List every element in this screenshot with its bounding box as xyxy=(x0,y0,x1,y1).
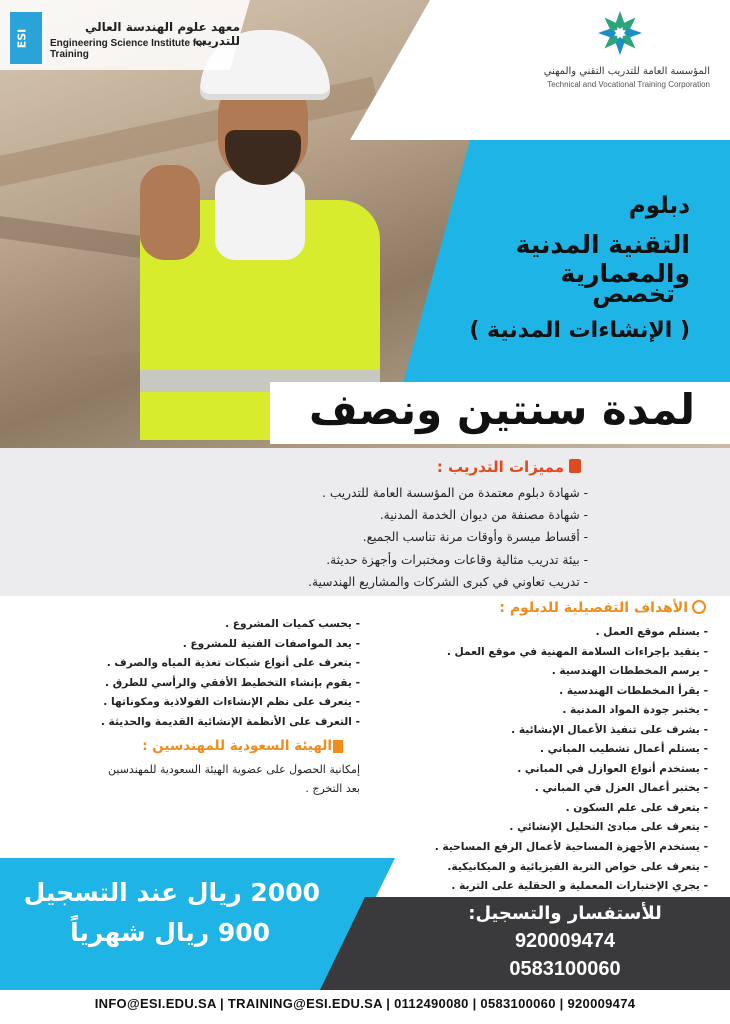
title-program: التقنية المدنية والمعمارية xyxy=(515,230,690,288)
book-icon xyxy=(569,459,581,473)
list-item: - يجري الإختبارات المعملية و الحقلية على التربة . xyxy=(451,880,708,893)
list-item: - أقساط ميسرة وأوقات مرنة تناسب الجميع. xyxy=(362,530,588,545)
tvtc-logo-icon xyxy=(595,8,645,58)
footer-contact-line[interactable]: INFO@ESI.EDU.SA | TRAINING@ESI.EDU.SA | 0112490080 | 0583100060 | 920009474 xyxy=(94,996,636,1011)
list-item: - يستلم أعمال تشطيب المباني . xyxy=(539,743,708,756)
list-item: - التعرف على الأنظمة الإنشائية القديمة والحديثة . xyxy=(100,715,360,728)
title-diploma: دبلوم xyxy=(628,193,690,219)
thumbs-up-hand xyxy=(140,165,200,260)
tvtc-name-ar: المؤسسة العامة للتدريب التقني والمهني xyxy=(543,66,710,77)
list-item: - يقرأ المخططات الهندسية . xyxy=(559,684,708,697)
objectives-title: الأهداف التفصيلية للدبلوم : xyxy=(499,600,688,616)
esi-name-en: Engineering Science Institute for Training xyxy=(50,38,207,60)
list-item: - يتعرف على مبادئ التحليل الإنشائي . xyxy=(509,821,708,834)
duration-text: لمدة سنتين ونصف xyxy=(308,385,695,434)
contact-title: للأستفسار والتسجيل: xyxy=(468,903,662,924)
list-item: - يعد المواصفات الفنية للمشروع . xyxy=(182,637,360,650)
lightbulb-icon xyxy=(692,600,706,614)
list-item: - يستخدم أنواع العوازل في المباني . xyxy=(517,762,708,775)
list-item: - يرسم المخططات الهندسية . xyxy=(551,665,708,678)
list-item: - يختبر أعمال العزل في المباني . xyxy=(534,782,708,795)
sce-text: إمكانية الحصول على عضوية الهيئة السعودية للمهندسين بعد التخرج . xyxy=(108,763,360,795)
list-item: - يستلم موقع العمل . xyxy=(595,626,708,638)
registration-fee: 2000 ريال عند التسجيل xyxy=(23,878,320,907)
list-item: - تدريب تعاوني في كبرى الشركات والمشاريع الهندسية. xyxy=(308,574,588,589)
bookmark-icon xyxy=(333,740,343,753)
list-item: - يتعرف على خواص التربة الفيزيائية و الميكانيكية. xyxy=(447,860,708,873)
objectives-list-continued xyxy=(100,615,360,732)
list-item: - يتعرف على نظم الإنشاءات الفولاذية ومكوناتها . xyxy=(103,696,360,708)
list-item: - شهادة دبلوم معتمدة من المؤسسة العامة للتدريب . xyxy=(322,486,588,500)
list-item: - يتعرف على أنواع شبكات تغذية المياه والصرف . xyxy=(106,657,360,669)
tvtc-name-en: Technical and Vocational Training Corporation xyxy=(547,80,710,89)
esi-name-ar: معهد علوم الهندسة العالي للتدريب xyxy=(85,20,240,48)
list-item: - يحسب كميات المشروع . xyxy=(225,618,360,630)
objectives-list xyxy=(434,623,708,897)
title-specialization: ( الإنشاءات المدنية ) xyxy=(469,318,690,343)
list-item: - شهادة مصنفة من ديوان الخدمة المدنية. xyxy=(379,508,588,523)
features-title: مميزات التدريب : xyxy=(436,458,564,476)
features-list xyxy=(240,482,588,593)
sce-title: الهيئة السعودية للمهندسين : xyxy=(142,738,332,754)
contact-phone-1[interactable]: 920009474 xyxy=(514,930,616,952)
list-item: - يتقيد بإجراءات السلامة المهنية في موقع العمل . xyxy=(446,645,708,658)
title-specialization-label: تخصص xyxy=(592,280,675,308)
list-item: - بيئة تدريب مثالية وقاعات ومختبرات وأجهزة حديثة. xyxy=(326,552,588,567)
esi-logo: ESI xyxy=(10,12,42,64)
list-item: - يختبر جودة المواد المدنية . xyxy=(562,704,708,717)
list-item: - يقوم بإنشاء التخطيط الأفقي والرأسي للطرق . xyxy=(105,676,360,689)
list-item: - يستخدم الأجهزة المساحية لأعمال الرفع المساحية . xyxy=(434,841,708,854)
monthly-fee: 900 ريال شهرياً xyxy=(70,918,270,947)
list-item: - يتعرف على علم السكون . xyxy=(565,801,708,814)
list-item: - يشرف على تنفيذ الأعمال الإنشائية . xyxy=(511,723,708,736)
contact-phone-2[interactable]: 0583100060 xyxy=(509,958,621,980)
